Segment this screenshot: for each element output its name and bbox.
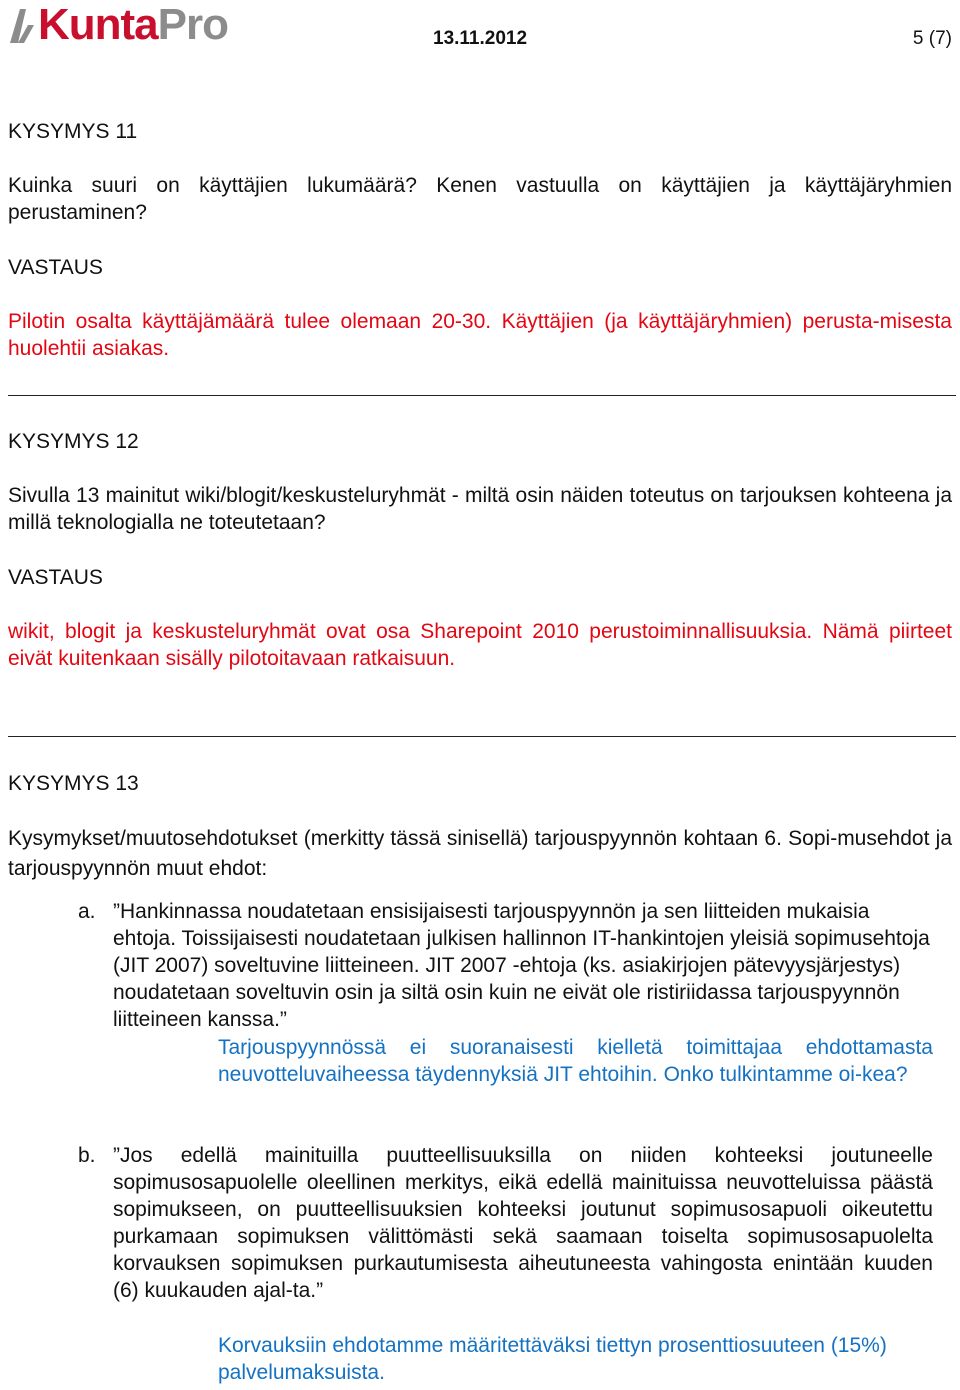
logo-kunta: Kunta bbox=[38, 0, 158, 49]
page-number: 5 (7) bbox=[912, 28, 952, 49]
list-item-text: ”Jos edellä mainituilla puutteellisuuksilla on niiden kohteeksi joutuneelle sopimusosapuolelle oleellinen merkitys, eikä edellä mainituissa neuvotteluissa päästä sopimukseen, on puutteellisuuksien kohteeksi joutunut sopimusosapuoli oikeutettu purkamaan sopimuksen välittömästi sekä saamaan toiselta sopimusosapuolelta korvauksen sopimuksen purkautumisesta aiheutuneesta vahingosta enintään kuuden (6) kuukauden ajal-ta.” bbox=[113, 1144, 933, 1302]
q11-heading: KYSYMYS 11 bbox=[8, 120, 138, 143]
list-item-note: Korvauksiin ehdotamme määritettäväksi tiettyn prosenttiosuuteen (15%) palvelumaksuista. bbox=[218, 1334, 887, 1384]
q13-intro: Kysymykset/muutosehdotukset (merkitty tässä sinisellä) tarjouspyynnön kohtaan 6. Sopi-musehdot ja tarjouspyynnön muut ehdot: bbox=[8, 827, 952, 880]
list-item-label: a. bbox=[78, 900, 96, 923]
q11-answer-label: VASTAUS bbox=[8, 256, 103, 279]
q11-answer: Pilotin osalta käyttäjämäärä tulee olemaan 20-30. Käyttäjien (ja käyttäjäryhmien) perusta-misesta huolehtii asiakas. bbox=[8, 310, 952, 360]
logo-wordmark bbox=[38, 0, 228, 50]
q12-answer-label: VASTAUS bbox=[8, 566, 103, 589]
list-item-text: ”Hankinnassa noudatetaan ensisijaisesti tarjouspyynnön ja sen liitteiden mukaisia ehtoja. Toissijaisesti noudatetaan julkisen hallinnon IT-hankintojen yleisiä sopimusehtoja (JIT 2007) soveltuvine liitteineen. JIT 2007 -ehtoja (ks. asiakirjojen pätevyysjärjestys) noudatetaan soveltuvin osin ja siltä osin kuin ne eivät ole ristiriidassa tarjouspyynnön liitteineen kanssa.” bbox=[113, 900, 930, 1031]
q12-question: Sivulla 13 mainitut wiki/blogit/keskusteluryhmät - miltä osin näiden toteutus on tarjouksen kohteena ja millä teknologialla ne toteutetaan? bbox=[8, 484, 952, 534]
kuntapro-logo bbox=[6, 0, 228, 50]
section-divider bbox=[8, 395, 956, 396]
q11-question: Kuinka suuri on käyttäjien lukumäärä? Kenen vastuulla on käyttäjien ja käyttäjäryhmien perustaminen? bbox=[8, 174, 952, 224]
q12-answer: wikit, blogit ja keskusteluryhmät ovat osa Sharepoint 2010 perustoiminnallisuuksia. Nämä piirteet eivät kuitenkaan sisälly pilotoitavaan ratkaisuun. bbox=[8, 620, 952, 670]
logo-pro: Pro bbox=[157, 0, 229, 49]
document-date: 13.11.2012 bbox=[433, 28, 528, 49]
q12-heading: KYSYMYS 12 bbox=[8, 430, 139, 453]
list-item-label: b. bbox=[78, 1144, 96, 1167]
kuntapro-logo-mark-icon bbox=[6, 5, 36, 45]
list-item-note: Tarjouspyynnössä ei suoranaisesti kielletä toimittajaa ehdottamasta neuvotteluvaiheessa täydennyksiä JIT ehtoihin. Onko tulkintamme oi-kea? bbox=[218, 1036, 933, 1086]
section-divider bbox=[8, 736, 956, 737]
q13-heading: KYSYMYS 13 bbox=[8, 772, 139, 795]
